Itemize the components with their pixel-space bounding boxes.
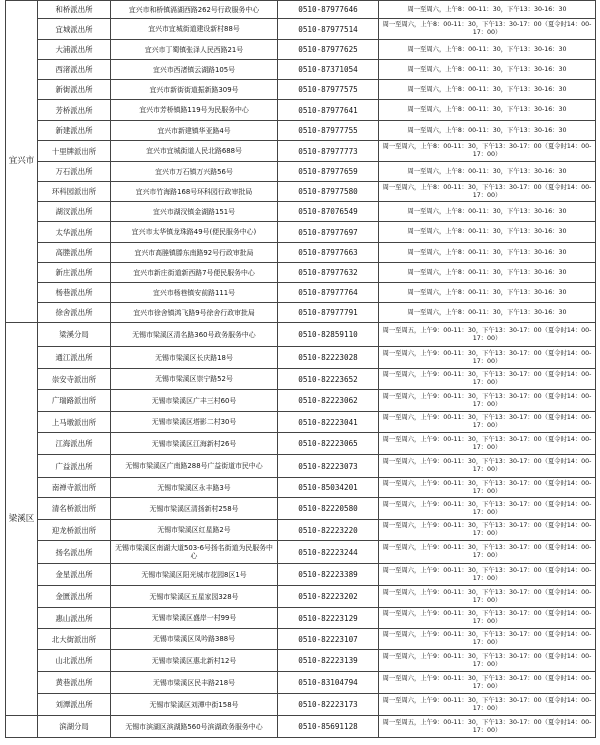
station-name-cell: 梁溪分局 xyxy=(38,323,111,347)
address-cell: 宜兴市太华镇龙珠路49号(便民服务中心) xyxy=(111,222,278,243)
station-name-cell: 西渚派出所 xyxy=(38,60,111,80)
table-row xyxy=(6,629,596,650)
address-cell: 无锡市梁溪区民丰路218号 xyxy=(111,672,278,694)
hours-cell: 周一至周六，上午8：00-11：30，下午13：30-16：30 xyxy=(379,100,596,121)
table-row xyxy=(6,243,596,263)
address-cell: 无锡市梁溪区惠北新村12号 xyxy=(111,650,278,672)
station-name-cell: 黄巷派出所 xyxy=(38,672,111,694)
address-cell: 宜兴市徐舍镇鸿飞路9号徐舍行政审批局 xyxy=(111,303,278,323)
table-row xyxy=(6,369,596,390)
address-cell: 无锡市梁溪区崇宁路52号 xyxy=(111,369,278,390)
station-name-cell: 大浦派出所 xyxy=(38,40,111,60)
phone-cell: 0510-87371054 xyxy=(278,60,379,80)
table-row xyxy=(6,541,596,564)
station-name-cell: 北大街派出所 xyxy=(38,629,111,650)
station-name-cell: 通江派出所 xyxy=(38,347,111,369)
station-name-cell: 清名桥派出所 xyxy=(38,498,111,520)
address-cell: 无锡市梁溪区刘潭中街158号 xyxy=(111,694,278,716)
station-name-cell: 和桥派出所 xyxy=(38,1,111,19)
table-body xyxy=(6,1,596,738)
hours-cell: 周一至周六，上午9：00-11：30，下午13：30-17：00（夏令时14：00-17：00） xyxy=(379,694,596,716)
phone-cell: 0510-82223129 xyxy=(278,608,379,629)
station-name-cell: 新庄派出所 xyxy=(38,263,111,283)
table-row xyxy=(6,390,596,412)
phone-cell: 0510-87977697 xyxy=(278,222,379,243)
phone-cell: 0510-87977641 xyxy=(278,100,379,121)
phone-cell: 0510-85034201 xyxy=(278,478,379,498)
table-row xyxy=(6,520,596,541)
address-cell: 无锡市梁溪区广南路288号广益街道市民中心 xyxy=(111,455,278,478)
table-row xyxy=(6,650,596,672)
address-cell: 无锡市梁溪区红星路2号 xyxy=(111,520,278,541)
hours-cell: 周一至周六，上午8：00-11：30，下午13：30-16：30 xyxy=(379,222,596,243)
table-row xyxy=(6,202,596,222)
address-cell: 无锡市梁溪区凤吟路388号 xyxy=(111,629,278,650)
table-row xyxy=(6,121,596,141)
address-cell: 宜兴市和桥镇滆湖西路262号行政服务中心 xyxy=(111,1,278,19)
phone-cell: 0510-82223220 xyxy=(278,520,379,541)
address-cell: 宜兴市丁蜀镇张泽人民西路21号 xyxy=(111,40,278,60)
station-name-cell: 金星派出所 xyxy=(38,564,111,586)
table-row xyxy=(6,141,596,162)
address-cell: 无锡市梁溪区南湖大道503-6号扬名街道为民服务中心 xyxy=(111,541,278,564)
station-name-cell: 宜城派出所 xyxy=(38,19,111,40)
table-row xyxy=(6,694,596,716)
hours-cell: 周一至周六，上午8：00-11：30，下午13：30-16：30 xyxy=(379,60,596,80)
hours-cell: 周一至周六，上午8：00-11：30，下午13：30-16：30 xyxy=(379,1,596,19)
hours-cell: 周一至周六，上午9：00-11：30，下午13：30-17：00（夏令时14：00-17：00） xyxy=(379,541,596,564)
address-cell: 宜兴市竹海路168号环科园行政审批局 xyxy=(111,182,278,202)
table-row xyxy=(6,1,596,19)
address-cell: 无锡市梁溪区阳光城市花园8区1号 xyxy=(111,564,278,586)
address-cell: 无锡市梁溪区长庆路18号 xyxy=(111,347,278,369)
table-row xyxy=(6,303,596,323)
hours-cell: 周一至周六，上午8：00-11：30，下午13：30-16：30 xyxy=(379,40,596,60)
phone-cell: 0510-87977773 xyxy=(278,141,379,162)
hours-cell: 周一至周六，上午8：00-11：30，下午13：30-16：30 xyxy=(379,121,596,141)
hours-cell: 周一至周六，上午9：00-11：30，下午13：30-17：00（夏令时14：00-17：00） xyxy=(379,498,596,520)
hours-cell: 周一至周六，上午8：00-11：30，下午13：30-16：30 xyxy=(379,80,596,100)
hours-cell: 周一至周六，上午8：00-11：30，下午13：30-16：30 xyxy=(379,283,596,303)
station-name-cell: 扬名派出所 xyxy=(38,541,111,564)
phone-cell: 0510-87076549 xyxy=(278,202,379,222)
address-cell: 无锡市梁溪区永丰路3号 xyxy=(111,478,278,498)
address-cell: 无锡市梁溪区清名路360号政务服务中心 xyxy=(111,323,278,347)
station-name-cell: 崇安寺派出所 xyxy=(38,369,111,390)
table-row xyxy=(6,478,596,498)
table-row xyxy=(6,263,596,283)
table-row xyxy=(6,564,596,586)
hours-cell: 周一至周六，上午9：00-11：30，下午13：30-17：00（夏令时14：00-17：00） xyxy=(379,433,596,455)
station-name-cell: 徐舍派出所 xyxy=(38,303,111,323)
station-name-cell: 南禅寺派出所 xyxy=(38,478,111,498)
hours-cell: 周一至周六，上午9：00-11：30，下午13：30-17：00（夏令时14：00-17：00） xyxy=(379,608,596,629)
table-row xyxy=(6,60,596,80)
hours-cell: 周一至周六，上午8：00-11：30，下午13：30-16：30 xyxy=(379,243,596,263)
document-page xyxy=(5,0,595,738)
station-name-cell: 上马墩派出所 xyxy=(38,412,111,433)
phone-cell: 0510-87977646 xyxy=(278,1,379,19)
address-cell: 宜兴市西渚镇云湖路105号 xyxy=(111,60,278,80)
station-name-cell: 新街派出所 xyxy=(38,80,111,100)
table-row xyxy=(6,19,596,40)
address-cell: 宜兴市芳桥镇路119号为民服务中心 xyxy=(111,100,278,121)
table-row xyxy=(6,222,596,243)
station-name-cell: 金匮派出所 xyxy=(38,586,111,608)
station-name-cell: 山北派出所 xyxy=(38,650,111,672)
address-cell: 宜兴市新建镇华亚路4号 xyxy=(111,121,278,141)
phone-cell: 0510-87977659 xyxy=(278,162,379,182)
hours-cell: 周一至周五，上午9：00-11：30，下午13：30-17：00（夏令时14：00-17：00） xyxy=(379,716,596,738)
station-name-cell: 环科园派出所 xyxy=(38,182,111,202)
hours-cell: 周一至周六，上午9：00-11：30，下午13：30-17：00（夏令时14：00-17：00） xyxy=(379,586,596,608)
hours-cell: 周一至周六，上午8：00-11：30，下午13：30-16：30 xyxy=(379,162,596,182)
hours-cell: 周一至周五，上午9：00-11：30，下午13：30-17：00（夏令时14：00-17：00） xyxy=(379,323,596,347)
address-cell: 无锡市梁溪区清扬新村258号 xyxy=(111,498,278,520)
phone-cell: 0510-87977632 xyxy=(278,263,379,283)
region-cell: 梁溪区 xyxy=(6,323,38,716)
hours-cell: 周一至周六，上午9：00-11：30，下午13：30-17：00（夏令时14：00-17：00） xyxy=(379,564,596,586)
table-row xyxy=(6,455,596,478)
hours-cell: 周一至周六，上午8：00-11：30，下午13：30-16：30 xyxy=(379,303,596,323)
hours-cell: 周一至周六，上午9：00-11：30，下午13：30-17：00（夏令时14：00-17：00） xyxy=(379,520,596,541)
hours-cell: 周一至周六，上午8：00-11：30，下午13：30-16：30 xyxy=(379,202,596,222)
phone-cell: 0510-87977663 xyxy=(278,243,379,263)
address-cell: 宜兴市新街街道振新路309号 xyxy=(111,80,278,100)
hours-cell: 周一至周六，上午9：00-11：30，下午13：30-17：00（夏令时14：00-17：00） xyxy=(379,412,596,433)
address-cell: 无锡市梁溪区五星家园328号 xyxy=(111,586,278,608)
hours-cell: 周一至周六，上午9：00-11：30，下午13：30-17：00（夏令时14：00-17：00） xyxy=(379,478,596,498)
phone-cell: 0510-83104794 xyxy=(278,672,379,694)
phone-cell: 0510-82223107 xyxy=(278,629,379,650)
station-name-cell: 惠山派出所 xyxy=(38,608,111,629)
table-row xyxy=(6,182,596,202)
hours-cell: 周一至周六，上午9：00-11：30，下午13：30-17：00（夏令时14：00-17：00） xyxy=(379,629,596,650)
station-name-cell: 滨湖分局 xyxy=(38,716,111,738)
phone-cell: 0510-87977514 xyxy=(278,19,379,40)
phone-cell: 0510-87977791 xyxy=(278,303,379,323)
station-name-cell: 新建派出所 xyxy=(38,121,111,141)
address-cell: 宜兴市湖汊镇金湖路151号 xyxy=(111,202,278,222)
table-row xyxy=(6,323,596,347)
address-cell: 无锡市梁溪区江海新村26号 xyxy=(111,433,278,455)
table-row xyxy=(6,347,596,369)
hours-cell: 周一至周六，上午8：00-11：30，下午13：30-17：00（夏令时14：00-17：00） xyxy=(379,19,596,40)
hours-cell: 周一至周六，上午8：00-11：30，下午13：30-17：00（夏令时14：00-17：00） xyxy=(379,141,596,162)
phone-cell: 0510-82220580 xyxy=(278,498,379,520)
table-row xyxy=(6,162,596,182)
police-station-table xyxy=(5,0,596,738)
address-cell: 宜兴市高塍镇滕东南路92号行政审批局 xyxy=(111,243,278,263)
hours-cell: 周一至周六，上午9：00-11：30，下午13：30-17：00（夏令时14：00-17：00） xyxy=(379,390,596,412)
phone-cell: 0510-82223139 xyxy=(278,650,379,672)
address-cell: 宜兴市新庄街道新西路7号便民服务中心 xyxy=(111,263,278,283)
phone-cell: 0510-82859110 xyxy=(278,323,379,347)
station-name-cell: 广益派出所 xyxy=(38,455,111,478)
phone-cell: 0510-82223244 xyxy=(278,541,379,564)
address-cell: 宜兴市杨巷镇安前路111号 xyxy=(111,283,278,303)
station-name-cell: 高塍派出所 xyxy=(38,243,111,263)
region-cell xyxy=(6,716,38,738)
address-cell: 无锡市梁溪区盛岸一村99号 xyxy=(111,608,278,629)
table-row xyxy=(6,586,596,608)
table-row xyxy=(6,283,596,303)
table-row xyxy=(6,100,596,121)
phone-cell: 0510-82223041 xyxy=(278,412,379,433)
station-name-cell: 十里牌派出所 xyxy=(38,141,111,162)
station-name-cell: 杨巷派出所 xyxy=(38,283,111,303)
hours-cell: 周一至周六，上午9：00-11：30，下午13：30-17：00（夏令时14：00-17：00） xyxy=(379,347,596,369)
phone-cell: 0510-85691128 xyxy=(278,716,379,738)
address-cell: 宜兴市万石镇万兴路56号 xyxy=(111,162,278,182)
phone-cell: 0510-82223652 xyxy=(278,369,379,390)
station-name-cell: 太华派出所 xyxy=(38,222,111,243)
address-cell: 无锡市滨湖区滨湖路560号滨湖政务服务中心 xyxy=(111,716,278,738)
table-row xyxy=(6,80,596,100)
address-cell: 宜兴市宜城街道建设新村88号 xyxy=(111,19,278,40)
table-row xyxy=(6,498,596,520)
phone-cell: 0510-82223065 xyxy=(278,433,379,455)
hours-cell: 周一至周六，上午9：00-11：30，下午13：30-17：00（夏令时14：00-17：00） xyxy=(379,672,596,694)
phone-cell: 0510-82223173 xyxy=(278,694,379,716)
phone-cell: 0510-82223062 xyxy=(278,390,379,412)
hours-cell: 周一至周六，上午8：00-11：30，下午13：30-16：30 xyxy=(379,263,596,283)
phone-cell: 0510-87977580 xyxy=(278,182,379,202)
hours-cell: 周一至周六，上午9：00-11：30，下午13：30-17：00（夏令时14：00-17：00） xyxy=(379,455,596,478)
table-row xyxy=(6,40,596,60)
table-row xyxy=(6,716,596,738)
phone-cell: 0510-82223073 xyxy=(278,455,379,478)
phone-cell: 0510-82223202 xyxy=(278,586,379,608)
hours-cell: 周一至周六，上午9：00-11：30，下午13：30-17：00（夏令时14：00-17：00） xyxy=(379,650,596,672)
station-name-cell: 江海派出所 xyxy=(38,433,111,455)
address-cell: 宜兴市宜城街道人民北路688号 xyxy=(111,141,278,162)
region-cell: 宜兴市 xyxy=(6,1,38,323)
station-name-cell: 广瑞路派出所 xyxy=(38,390,111,412)
station-name-cell: 芳桥派出所 xyxy=(38,100,111,121)
station-name-cell: 迎龙桥派出所 xyxy=(38,520,111,541)
table-row xyxy=(6,412,596,433)
phone-cell: 0510-87977755 xyxy=(278,121,379,141)
table-row xyxy=(6,433,596,455)
phone-cell: 0510-87977764 xyxy=(278,283,379,303)
table-row xyxy=(6,608,596,629)
phone-cell: 0510-87977625 xyxy=(278,40,379,60)
phone-cell: 0510-82223389 xyxy=(278,564,379,586)
address-cell: 无锡市梁溪区塔影二村30号 xyxy=(111,412,278,433)
hours-cell: 周一至周六，上午9：00-11：30，下午13：30-17：00（夏令时14：00-17：00） xyxy=(379,369,596,390)
station-name-cell: 万石派出所 xyxy=(38,162,111,182)
address-cell: 无锡市梁溪区广丰三村60号 xyxy=(111,390,278,412)
station-name-cell: 湖汊派出所 xyxy=(38,202,111,222)
phone-cell: 0510-87977575 xyxy=(278,80,379,100)
table-row xyxy=(6,672,596,694)
hours-cell: 周一至周六，上午8：00-11：30，下午13：30-17：00（夏令时14：00-17：00） xyxy=(379,182,596,202)
station-name-cell: 刘潭派出所 xyxy=(38,694,111,716)
phone-cell: 0510-82223028 xyxy=(278,347,379,369)
